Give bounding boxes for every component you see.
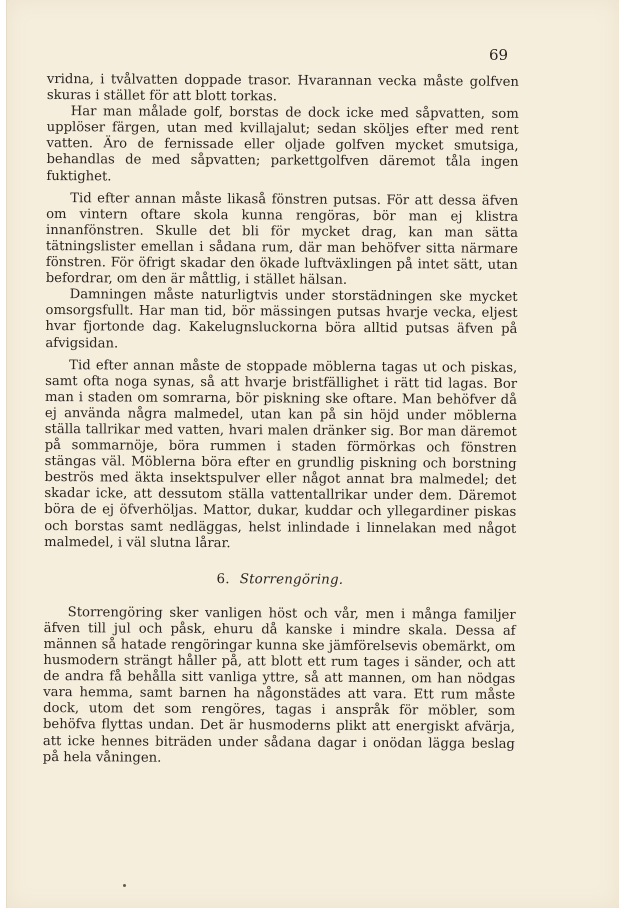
body-text	[43, 72, 519, 769]
paragraph: Tid efter annan måste likaså fönstren putsas. För att dessa äfven om vintern oftare skola kunna rengöras, bör man ej klistra innanfönstren. Skulle det bli för mycket drag, kan man sätta tätningslister emellan i sådana rum, där man behöfver sitta närmare fönstren. För öfrigt skadar den ökade luftväxlingen på intet sätt, utan befordrar, om den är måttlig, i stället hälsan.	[45, 190, 519, 288]
paragraph: Tid efter annan måste de stoppade möblerna tagas ut och piskas, samt ofta noga synas, så att hvarje bristfällighet i rätt tid lagas. Bor man i staden om somrarna, bör piskning ske oftare. Man behöfver då ej använda några malmedel, utan kan på sin höjd under möblerna ställa tallrikar med vatten, hvari malen dränker sig. Bor man däremot på sommarnöje, böra rummen i staden förmörkas och fönstren stängas väl. Möblerna böra efter en grundlig piskning och borstning beströs med äkta insektspulver eller något annat bra malmedel; det skadar icke, att dessutom ställa vattentallrikar under dem. Däremot böra de ej öfverhöljas. Mattor, dukar, kuddar och yllegardiner piskas och borstas samt nedläggas, helst inlindade i linnelakan med något malmedel, i väl slutna lårar.	[44, 357, 518, 551]
paragraph: Damningen måste naturligtvis under storstädningen ske mycket omsorgsfullt. Har man tid, bör mässingen putsas hvarje vecka, eljest hvar fjortonde dag. Kakelugnsluckorna böra alltid putsas äfven på afvigsidan.	[45, 287, 518, 351]
paragraph: Storrengöring sker vanligen höst och vår, men i många familjer äfven till jul och påsk, ehuru då kanske i mindre skala. Dessa af männen så hatade rengöringar kunna ske jämförelsevis obemärkt, om husmodern strängt håller på, att blott ett rum tages i sänder, och att de andra få behålla sitt vanliga yttre, så att mannen, om han nödgas vara hemma, samt barnen ha någonstädes att vara. Ett rum måste dock, utom det som rengöres, tagas i anspråk för möbler, som behöfva flyttas undan. Det är husmoderns plikt att energiskt afvärja, att icke hennes biträden under sådana dagar i onödan lägga beslag på hela våningen.	[42, 604, 516, 766]
paragraph: Har man målade golf, borstas de dock icke med såpvatten, som upplöser färgen, utan med kvillajalut; sedan sköljes efter med rent vatten. Äro de fernissade eller oljade golfven mycket smutsiga, behandlas de med såpvatten; parkettgolfven däremot tåla ingen fuktighet.	[46, 104, 519, 184]
section-number: 6.	[216, 571, 230, 587]
paragraph: vridna, i tvålvatten doppade trasor. Hvarannan vecka måste golfven skuras i stället för att blott torkas.	[46, 72, 519, 105]
paper-speck	[123, 884, 126, 887]
section-title: Storrengöring.	[239, 571, 344, 588]
section-heading	[44, 571, 516, 590]
page-number: 69	[489, 46, 509, 64]
book-page	[6, 0, 619, 908]
